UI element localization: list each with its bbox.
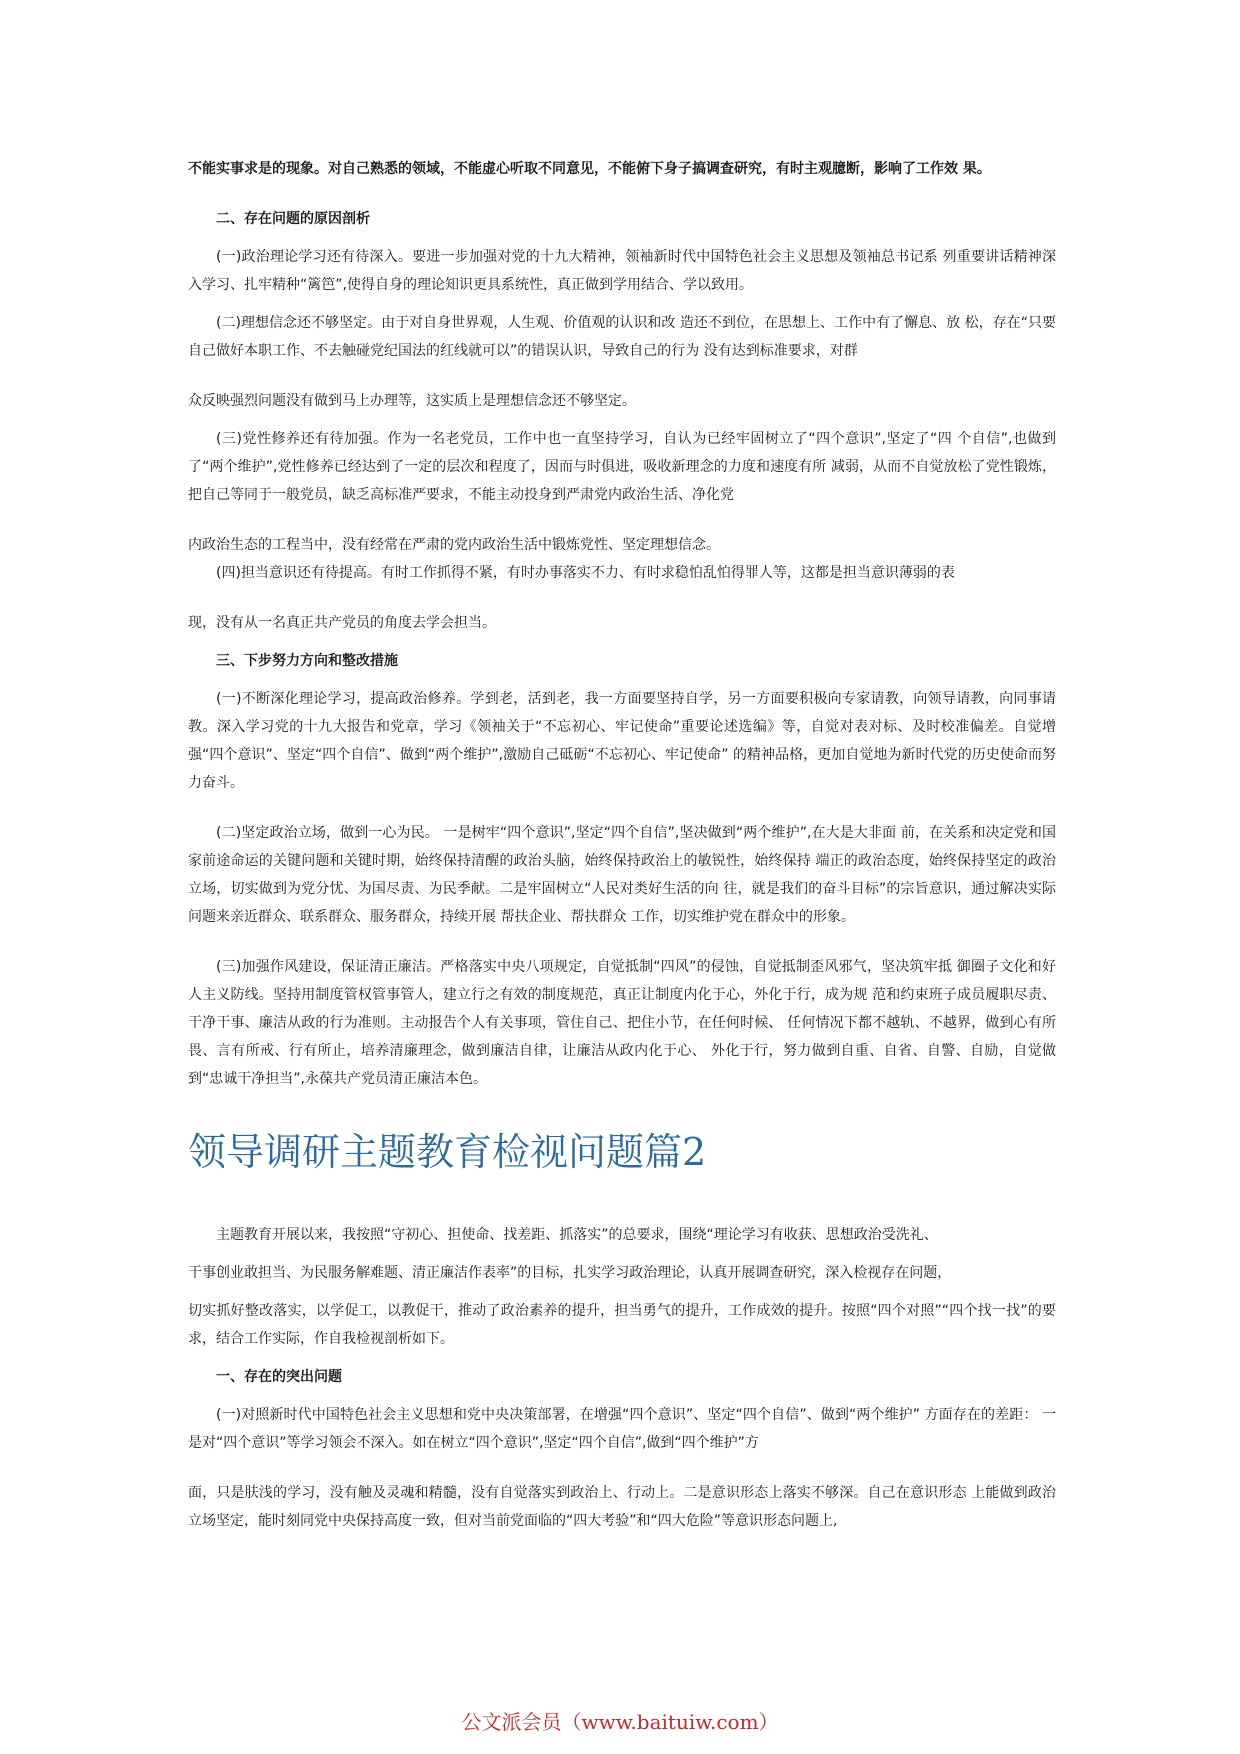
paragraph-measure-3: (三)加强作风建设，保证清正廉洁。严格落实中央八项规定，自觉抵制“四风”的侵蚀，自觉抵制歪风邪气，坚决筑牢抵 御圈子文化和好人主义防线。坚持用制度管权管事管人，建立行之有效的制度规范，真正让制度内化于心，外化于行，成为规 范和约束班子成员履职尽责、干净干事、廉洁从政的行为准则。主动报告个人有关事项，管住自己、把住小节，在任何时候、 任何情况下都不越轨、不越界，做到心有所畏、言有所戒、行有所止，培养清廉理念，做到廉洁自律，让廉洁从政内化于心、 外化于行，努力做到自重、自省、自警、自励，自觉做到“忠诚干净担当”,永葆共产党员清正廉洁本色。	[188, 959, 1056, 1087]
footer-watermark: 公文派会员（www.baituiw.com）	[461, 1710, 779, 1734]
paragraph-reason-4: (四)担当意识还有待提高。有时工作抓得不紧，有时办事落实不力、有时求稳怕乱怕得罪人等，这都是担当意识薄弱的表	[216, 565, 955, 581]
paragraph-problem-1: (一)对照新时代中国特色社会主义思想和党中央决策部署，在增强“四个意识”、坚定“四个自信”、做到“两个维护” 方面存在的差距： 一是对“四个意识”等学习领会不深入。如在树立“四个意识”,坚定“四个自信”,做到“四个维护”方	[188, 1407, 1056, 1451]
paragraph-problem-1-cont: 面，只是肤浅的学习，没有触及灵魂和精髓，没有自觉落实到政治上、行动上。二是意识形态上落实不够深。自己在意识形态 上能做到政治立场坚定，能时刻同党中央保持高度一致，但对当前党面临的“四大考验”和“四大危险”等意识形态问题上,	[188, 1485, 1056, 1529]
paragraph-reason-3-cont: 内政治生态的工程当中，没有经常在严肃的党内政治生活中锻炼党性、坚定理想信念。	[188, 537, 720, 553]
section-heading-reasons: 二、存在问题的原因剖析	[216, 211, 370, 227]
paragraph-intro-3: 切实抓好整改落实，以学促工，以教促干，推动了政治素养的提升，担当勇气的提升，工作成效的提升。按照“四个对照”“四个找一找”的要求，结合工作实际，作自我检视剖析如下。	[188, 1303, 1056, 1347]
section-heading-measures: 三、下步努力方向和整改措施	[216, 653, 398, 669]
paragraph-intro-1: 主题教育开展以来，我按照“守初心、担使命、找差距、抓落实”的总要求，围绕“理论学习有收获、思想政治受洗礼、	[216, 1227, 938, 1243]
paragraph-intro-2: 干事创业敢担当、为民服务解难题、清正廉洁作表率”的目标，扎实学习政治理论，认真开展调查研究，深入检视存在问题，	[188, 1265, 952, 1281]
paragraph-reason-2-cont: 众反映强烈问题没有做到马上办理等，这实质上是理想信念还不够坚定。	[188, 393, 636, 409]
article-title: 领导调研主题教育检视问题篇2	[188, 1130, 707, 1174]
paragraph-reason-4-cont: 现，没有从一名真正共产党员的角度去学会担当。	[188, 615, 496, 631]
paragraph-continuation: 不能实事求是的现象。对自己熟悉的领域，不能虚心听取不同意见，不能俯下身子搞调查研究，有时主观臆断，影响了工作效 果。	[188, 161, 991, 177]
paragraph-reason-1: (一)政治理论学习还有待深入。要进一步加强对党的十九大精神，领袖新时代中国特色社会主义思想及领袖总书记系 列重要讲话精神深入学习、扎牢精种“篱笆”,使得自身的理论知识更具系统性，真正做到学用结合、学以致用。	[188, 249, 1056, 293]
paragraph-reason-2: (二)理想信念还不够坚定。由于对自身世界观，人生观、价值观的认识和改 造还不到位，在思想上、工作中有了懈息、放 松，存在“只要自己做好本职工作、不去触碰党纪国法的红线就可以”的错误认识，导致自己的行为 没有达到标准要求，对群	[188, 315, 1056, 359]
section-heading-problems: 一、存在的突出问题	[216, 1369, 342, 1385]
paragraph-reason-3: (三)党性修养还有待加强。作为一名老党员，工作中也一直坚持学习，自认为已经牢固树立了“四个意识”,坚定了“四 个自信”,也做到了“两个维护”,党性修养已经达到了一定的层次和程度了，因而与时俱进，吸收新理念的力度和速度有所 减弱，从而不自觉放松了党性锻炼，把自己等同于一般党员，缺乏高标准严要求，不能主动投身到严肃党内政治生活、净化党	[188, 431, 1056, 503]
paragraph-measure-1: (一)不断深化理论学习，提高政治修养。学到老，活到老，我一方面要坚持自学，另一方面要积极向专家请教，向领导请教，向同事请教。深入学习党的十九大报告和党章，学习《领袖关于“不忘初心、牢记使命”重要论述选编》等，自觉对表对标、及时校准偏差。自觉增强“四个意识”、坚定“四个自信”、做到“两个维护”,激励自己砥砺“不忘初心、牢记使命” 的精神品格，更加自觉地为新时代党的历史使命而努力奋斗。	[188, 691, 1056, 791]
paragraph-measure-2: (二)坚定政治立场，做到一心为民。 一是树牢“四个意识”,坚定“四个自信”,坚决做到“两个维护”,在大是大非面 前，在关系和决定党和国家前途命运的关键问题和关键时期，始终保持清醒的政治头脑，始终保持政治上的敏锐性，始终保持 端正的政治态度，始终保持坚定的政治立场，切实做到为党分忧、为国尽责、为民季献。二是牢固树立“人民对类好生活的向 往，就是我们的奋斗目标”的宗旨意识，通过解决实际问题来亲近群众、联系群众、服务群众，持续开展 帮扶企业、帮扶群众 工作，切实维护党在群众中的形象。	[188, 825, 1056, 925]
document-body	[188, 155, 1056, 1535]
